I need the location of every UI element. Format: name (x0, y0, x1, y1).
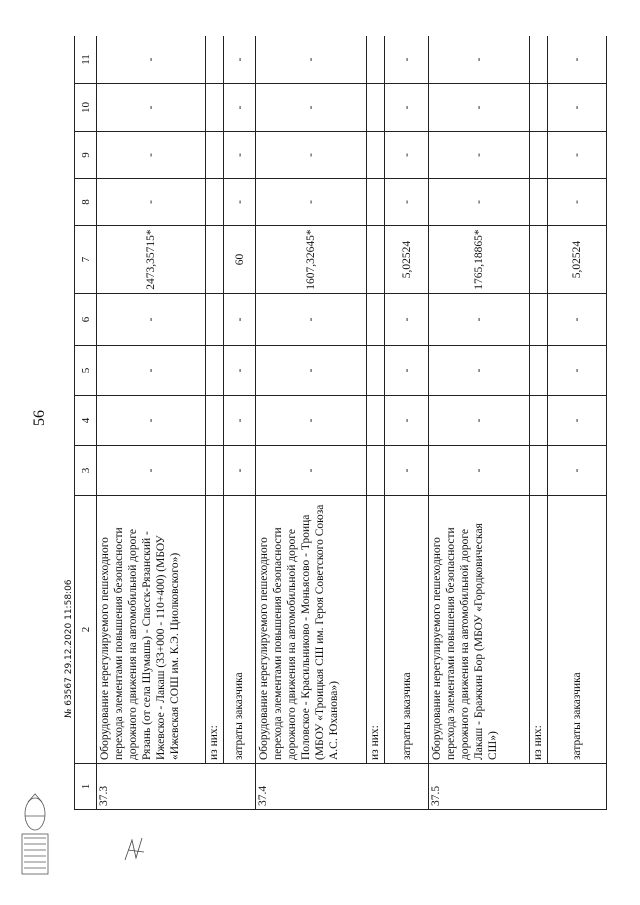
cell: - (97, 36, 206, 84)
cell: - (429, 84, 530, 132)
cell: - (224, 446, 256, 496)
table-row (367, 36, 385, 810)
cell: - (224, 132, 256, 179)
cell: - (429, 179, 530, 226)
cell: - (255, 132, 366, 179)
header-cell: 11 (75, 36, 97, 84)
table-row (548, 36, 607, 810)
cell: - (224, 179, 256, 226)
cell: - (429, 446, 530, 496)
cell: - (224, 396, 256, 446)
row-name: затраты заказчика (385, 496, 429, 764)
cell: - (224, 36, 256, 84)
table-row (255, 36, 366, 810)
row-name: Оборудование нерегулируемого пешеходного перехода элементами повышения безопасности дорожного движения на автомобильной дороге Рязань (от села Шумашь) - Спасск-Рязанский - Ижевское - Лакаш (33+000 - 110+400) (МБОУ «Ижевская СОШ им. К.Э. Циолковского») (97, 496, 206, 764)
cell-value: 1607,32645* (255, 226, 366, 294)
page-number: 56 (31, 410, 48, 426)
cell: - (255, 446, 366, 496)
row-name: затраты заказчика (548, 496, 607, 764)
cell-value: 1765,18865* (429, 226, 530, 294)
signature-mark-icon (120, 830, 150, 870)
row-name: из них: (367, 496, 385, 764)
cell: - (255, 294, 366, 346)
registration-number: № 63567 29.12.2020 11:58:06 (64, 579, 74, 718)
header-cell: 6 (75, 294, 97, 346)
data-table (74, 36, 607, 810)
cell: - (385, 179, 429, 226)
cell-value: 60 (224, 226, 256, 294)
table-row (224, 36, 256, 810)
header-cell: 8 (75, 179, 97, 226)
cell-value: 5,02524 (548, 226, 607, 294)
stamp-emblem-icon (10, 754, 60, 884)
cell: - (385, 346, 429, 396)
cell: - (97, 84, 206, 132)
cell: - (97, 132, 206, 179)
header-cell: 4 (75, 396, 97, 446)
cell: - (97, 179, 206, 226)
row-name: Оборудование нерегулируемого пешеходного перехода элементами повышения безопасности дорожного движения на автомобильной дороге Половское - Красильниково - Моньясово - Троица (МБОУ «Троицкая СШ им. Героя Советского Союза А.С. Юханова») (255, 496, 366, 764)
cell-value: 5,02524 (385, 226, 429, 294)
header-cell: 10 (75, 84, 97, 132)
table-row (429, 36, 530, 810)
row-name: Оборудование нерегулируемого пешеходного перехода элементами повышения безопасности дорожного движения на автомобильной дороге Лакаш - Бражкин Бор (МБОУ «Городковическая СШ») (429, 496, 530, 764)
cell: - (97, 346, 206, 396)
row-number: 37.3 (97, 764, 256, 810)
cell: - (429, 36, 530, 84)
table-row (97, 36, 206, 810)
cell: - (385, 132, 429, 179)
cell-value: 2473,35715* (97, 226, 206, 294)
cell: - (429, 132, 530, 179)
cell: - (548, 446, 607, 496)
cell: - (255, 346, 366, 396)
cell: - (255, 84, 366, 132)
cell: - (97, 294, 206, 346)
cell: - (429, 346, 530, 396)
cell: - (385, 84, 429, 132)
row-number: 37.4 (255, 764, 429, 810)
cell: - (548, 132, 607, 179)
header-cell: 7 (75, 226, 97, 294)
cell: - (385, 396, 429, 446)
header-cell: 2 (75, 496, 97, 764)
table-row (385, 36, 429, 810)
cell: - (429, 294, 530, 346)
cell: - (385, 294, 429, 346)
header-cell: 9 (75, 132, 97, 179)
cell: - (255, 396, 366, 446)
cell: - (255, 36, 366, 84)
header-cell: 3 (75, 446, 97, 496)
row-name: затраты заказчика (224, 496, 256, 764)
row-name: из них: (530, 496, 548, 764)
cell: - (255, 179, 366, 226)
cell: - (385, 446, 429, 496)
cell: - (548, 294, 607, 346)
cell: - (224, 346, 256, 396)
cell: - (548, 179, 607, 226)
table-row (530, 36, 548, 810)
cell: - (224, 84, 256, 132)
cell: - (548, 36, 607, 84)
row-number: 37.5 (429, 764, 607, 810)
table-row (206, 36, 224, 810)
header-cell: 1 (75, 764, 97, 810)
cell: - (548, 84, 607, 132)
table-container (74, 36, 607, 810)
cell: - (429, 396, 530, 446)
cell: - (548, 396, 607, 446)
cell: - (224, 294, 256, 346)
row-name: из них: (206, 496, 224, 764)
cell: - (385, 36, 429, 84)
cell: - (97, 446, 206, 496)
cell: - (97, 396, 206, 446)
header-cell: 5 (75, 346, 97, 396)
rotated-table-frame (74, 36, 607, 810)
cell: - (548, 346, 607, 396)
